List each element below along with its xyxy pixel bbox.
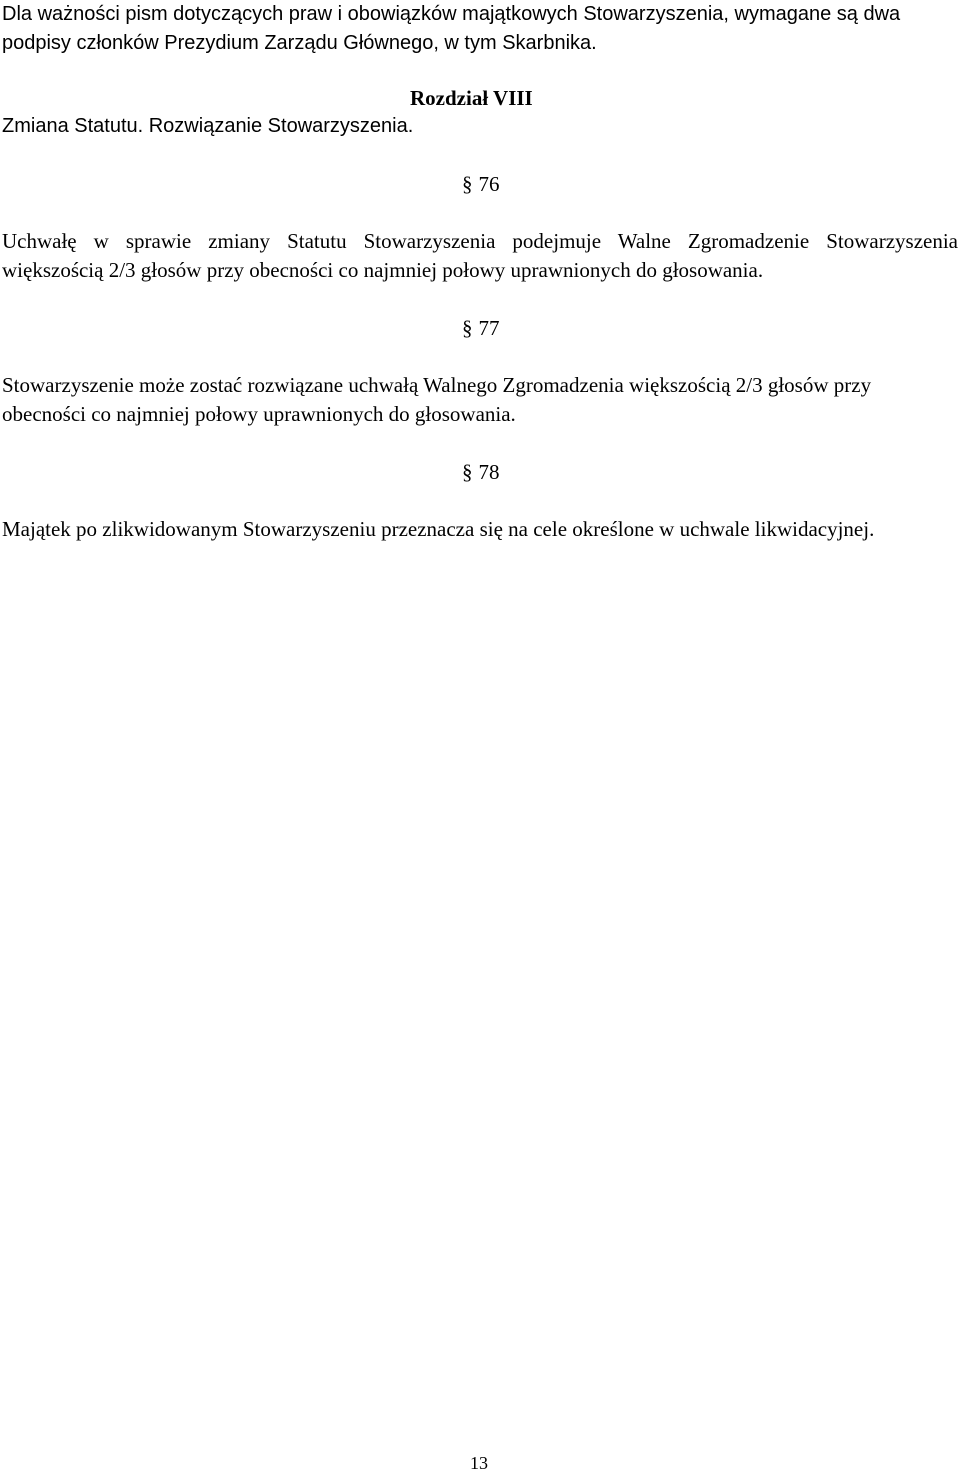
- section-77-heading: [462, 314, 500, 343]
- section-78-heading: [462, 458, 500, 487]
- section-number: 76: [478, 172, 500, 196]
- section-76-paragraph: Uchwałę w sprawie zmiany Statutu Stowarzyszenia podejmuje Walne Zgromadzenie Stowarzyszenia większością 2/3 głosów przy obecności co najmniej połowy uprawnionych do głosowania.: [2, 229, 958, 282]
- section-76-heading: [462, 170, 500, 199]
- section-number: 78: [478, 460, 500, 484]
- section-sign-icon: §: [462, 316, 473, 340]
- section-77-paragraph: Stowarzyszenie może zostać rozwiązane uchwałą Walnego Zgromadzenia większością 2/3 głosów przy obecności co najmniej połowy uprawnionych do głosowania.: [2, 373, 872, 426]
- section-sign-icon: §: [462, 460, 473, 484]
- section-number: 77: [478, 316, 500, 340]
- page-number: 13: [470, 1453, 488, 1473]
- section-sign-icon: §: [462, 172, 473, 196]
- intro-paragraph: Dla ważności pism dotyczących praw i obowiązków majątkowych Stowarzyszenia, wymagane są dwa podpisy członków Prezydium Zarządu Głównego, w tym Skarbnika.: [2, 3, 901, 54]
- section-78-paragraph: Majątek po zlikwidowanym Stowarzyszeniu przeznacza się na cele określone w uchwale likwidacyjnej.: [2, 517, 875, 541]
- chapter-title: Zmiana Statutu. Rozwiązanie Stowarzyszenia.: [2, 115, 414, 137]
- chapter-heading: Rozdział VIII: [410, 86, 533, 110]
